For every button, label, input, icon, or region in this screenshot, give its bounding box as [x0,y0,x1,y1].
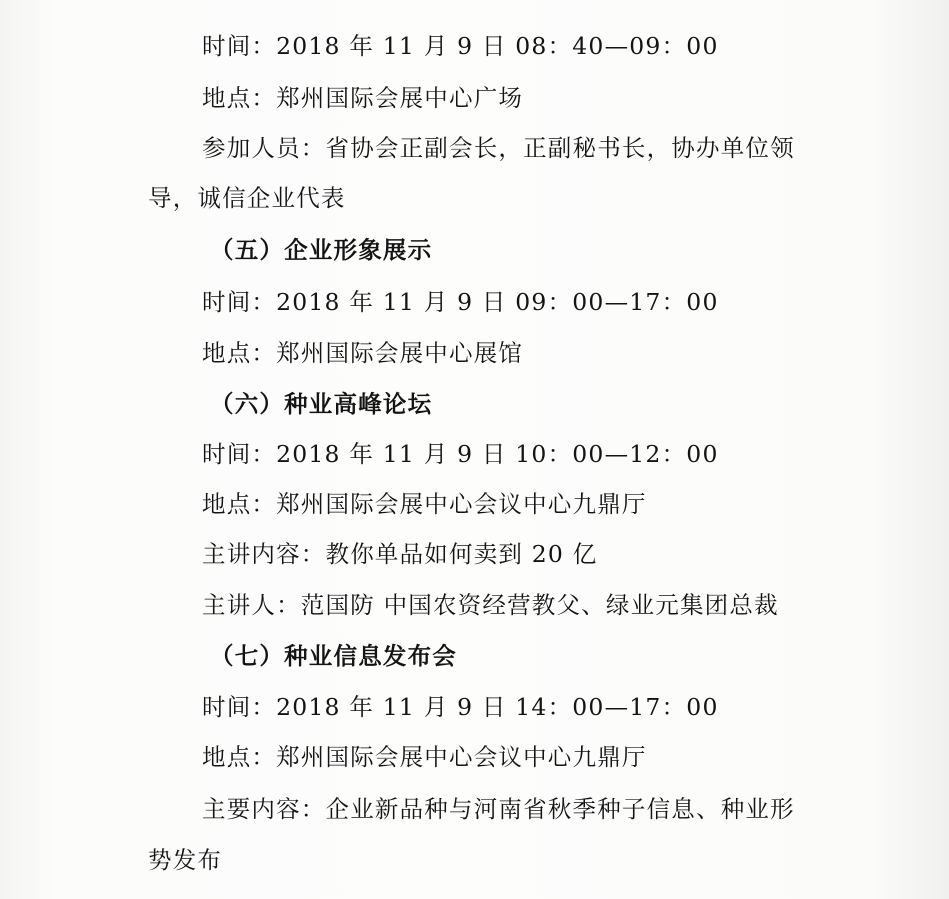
section-heading-6: （六）种业高峰论坛 [210,390,433,418]
lecture-topic-line: 主讲内容：教你单品如何卖到 20 亿 [202,540,598,568]
location-line-2: 地点：郑州国际会展中心展馆 [202,339,524,367]
time-line-1: 时间：2018 年 11 月 9 日 08：40—09：00 [202,32,719,60]
main-content-line: 主要内容：企业新品种与河南省秋季种子信息、种业形 [202,795,795,823]
speaker-line: 主讲人：范国防 中国农资经营教父、绿业元集团总裁 [202,591,779,619]
time-line-3: 时间：2018 年 11 月 9 日 10：00—12：00 [202,440,719,468]
time-line-2: 时间：2018 年 11 月 9 日 09：00—17：00 [202,288,719,316]
section-heading-7: （七）种业信息发布会 [210,642,457,670]
location-line-1: 地点：郑州国际会展中心广场 [202,84,524,112]
main-content-line-continued: 势发布 [148,846,223,874]
time-line-4: 时间：2018 年 11 月 9 日 14：00—17：00 [202,693,719,721]
participants-line-continued: 导，诚信企业代表 [148,184,346,212]
section-heading-5: （五）企业形象展示 [210,236,433,264]
location-line-3: 地点：郑州国际会展中心会议中心九鼎厅 [202,490,647,518]
location-line-4: 地点：郑州国际会展中心会议中心九鼎厅 [202,743,647,771]
participants-line: 参加人员：省协会正副会长，正副秘书长，协办单位领 [202,134,795,162]
